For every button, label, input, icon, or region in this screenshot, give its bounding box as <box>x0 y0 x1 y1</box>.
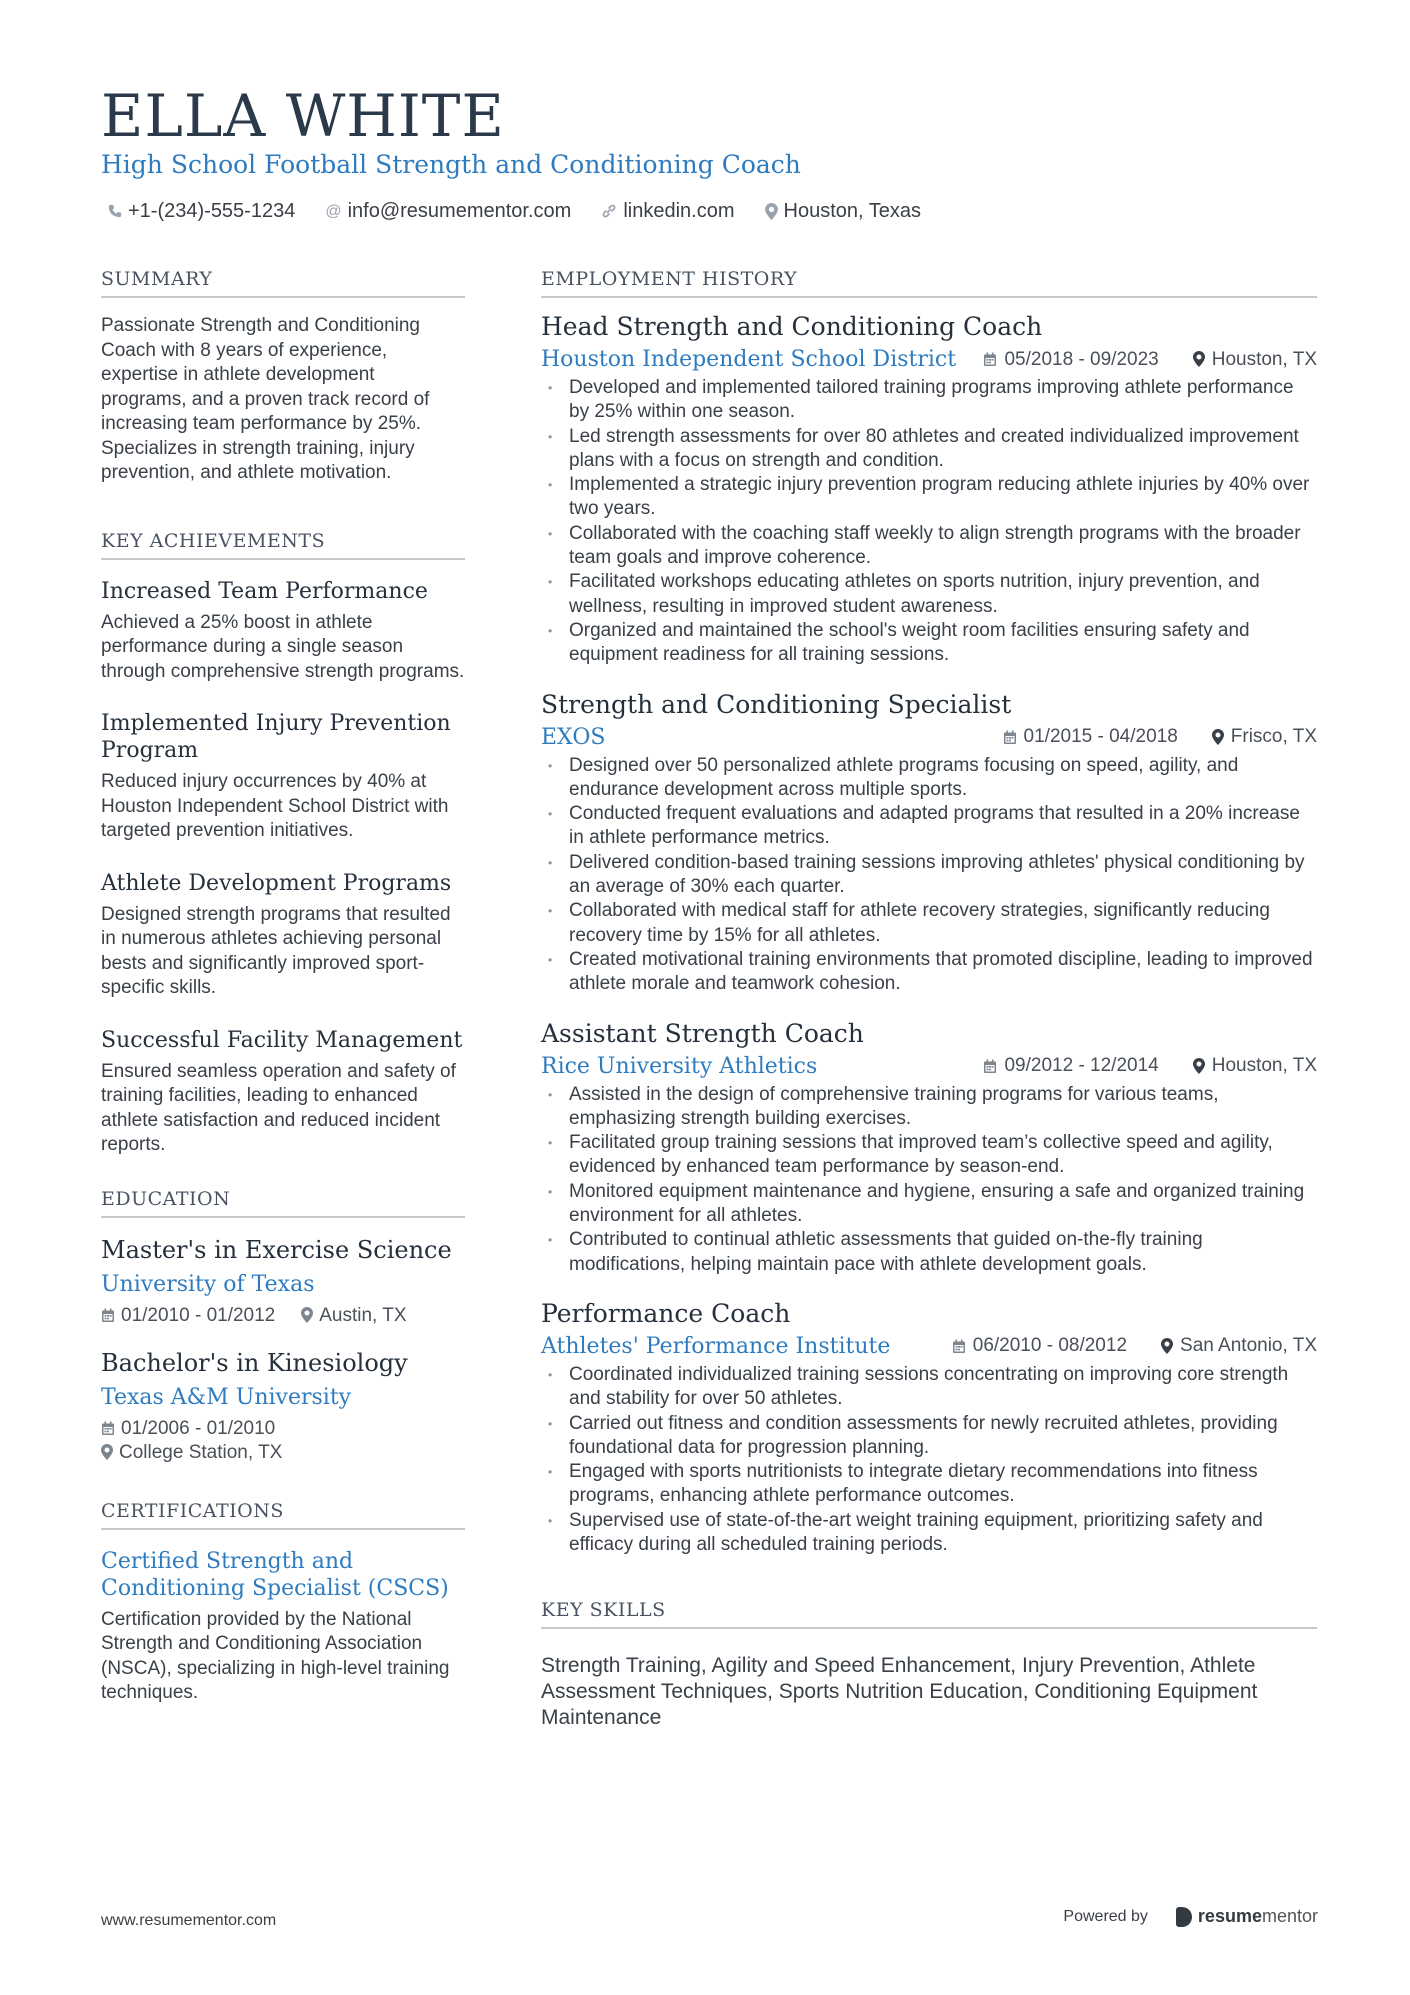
education-dates <box>101 1418 465 1440</box>
job-company: Houston Independent School District <box>541 347 957 372</box>
job-entry <box>541 1299 1317 1557</box>
job-location <box>1161 1335 1317 1357</box>
job-dates-text: 06/2010 - 08/2012 <box>972 1335 1128 1357</box>
location-pin-icon <box>1193 1055 1205 1077</box>
summary-text: Passionate Strength and Conditioning Coach with 8 years of experience, expertise in athlete development programs, and a proven track record of increasing team performance by 25%. Specializes in strength training, injury prevention, and athlete motivation. <box>101 315 430 483</box>
education-dates-text: 01/2006 - 01/2010 <box>121 1417 276 1439</box>
employment-heading: EMPLOYMENT HISTORY <box>541 268 1317 298</box>
job-meta <box>983 1055 1317 1077</box>
job-dates <box>1003 726 1178 748</box>
education-section <box>101 1188 465 1464</box>
job-company: EXOS <box>541 724 606 750</box>
certifications-section <box>101 1500 465 1706</box>
skills-text: Strength Training, Agility and Speed Enhancement, Injury Prevention, Athlete Assessment Techniques, Sports Nutrition Education, Conditioning Equipment Maintenance <box>541 1654 1258 1730</box>
achievements-heading: KEY ACHIEVEMENTS <box>101 530 465 560</box>
left-column <box>101 268 465 1706</box>
job-meta <box>952 1335 1317 1357</box>
education-location-text: Austin, TX <box>319 1304 407 1326</box>
achievement-text: Ensured seamless operation and safety of training facilities, leading to enhanced athlete satisfaction and reduced incident reports. <box>101 1060 456 1155</box>
job-bullet: • Coordinated individualized training sessions concentrating on improving core strength and stability for over 50 athletes. <box>541 1363 1317 1412</box>
contact-phone[interactable] <box>108 200 295 223</box>
job-title: Head Strength and Conditioning Coach <box>541 312 1043 341</box>
job-bullet: • Collaborated with medical staff for athlete recovery strategies, significantly reducing recovery time by 15% for all athletes. <box>541 899 1317 948</box>
job-bullets <box>541 376 1317 668</box>
calendar-icon <box>983 349 997 371</box>
contact-location <box>765 200 922 223</box>
calendar-icon <box>101 1418 115 1440</box>
achievement-title: Increased Team Performance <box>101 578 428 604</box>
job-entry <box>541 312 1317 668</box>
job-bullet: • Carried out fitness and condition assessments for newly recruited athletes, providing foundational data for progression planning. <box>541 1412 1317 1461</box>
job-bullet: • Assisted in the design of comprehensive training programs for various teams, emphasizing strength building exercises. <box>541 1083 1317 1132</box>
job-bullet: • Created motivational training environments that promoted discipline, leading to improved athlete morale and teamwork cohesion. <box>541 948 1317 997</box>
education-item <box>101 1349 465 1464</box>
job-bullets <box>541 1363 1317 1557</box>
achievement-item <box>101 578 465 685</box>
job-title: Performance Coach <box>541 1298 791 1328</box>
achievement-text: Achieved a 25% boost in athlete performance during a single season through comprehensive strength programs. <box>101 611 465 682</box>
achievement-title: Implemented Injury Prevention Program <box>101 711 451 763</box>
job-location <box>1212 726 1317 748</box>
certification-text: Certification provided by the National Strength and Conditioning Association (NSCA), specializing in high-level training techniques. <box>101 1608 450 1703</box>
education-degree: Master's in Exercise Science <box>101 1235 452 1264</box>
employment-section <box>541 268 1317 1557</box>
job-bullets <box>541 1083 1317 1277</box>
email-text: info@resumementor.com <box>347 200 572 222</box>
job-company: Rice University Athletics <box>541 1053 818 1079</box>
education-location <box>101 1442 465 1464</box>
achievements-section <box>101 530 465 1158</box>
achievement-item <box>101 1027 465 1158</box>
powered-by-label: Powered by <box>1063 1907 1148 1925</box>
right-column <box>541 268 1317 1731</box>
certification-title: Certified Strength and Conditioning Specialist (CSCS) <box>101 1548 449 1601</box>
contact-email[interactable] <box>325 200 571 223</box>
job-bullet: • Engaged with sports nutritionists to integrate dietary recommendations into fitness programs, enhancing athlete performance outcomes. <box>541 1460 1317 1509</box>
education-heading: EDUCATION <box>101 1188 465 1218</box>
job-dates-text: 05/2018 - 09/2023 <box>1004 348 1159 370</box>
candidate-role: High School Football Strength and Conditioning Coach <box>101 150 801 179</box>
achievement-title: Successful Facility Management <box>101 1027 463 1053</box>
education-meta <box>101 1305 465 1327</box>
certification-item <box>101 1548 465 1706</box>
resumementor-logo-icon <box>1176 1907 1192 1927</box>
contact-bar <box>108 200 921 223</box>
job-entry <box>541 690 1317 997</box>
job-bullet: • Monitored equipment maintenance and hygiene, ensuring a safe and organized training environment for all athletes. <box>541 1180 1317 1229</box>
job-title: Strength and Conditioning Specialist <box>541 689 1012 719</box>
location-pin-icon <box>765 203 778 220</box>
job-dates-text: 09/2012 - 12/2014 <box>1004 1055 1159 1077</box>
footer-branding <box>1063 1906 1318 1927</box>
certifications-heading: CERTIFICATIONS <box>101 1500 465 1530</box>
job-meta <box>1003 726 1317 748</box>
job-info-line <box>541 1334 1317 1359</box>
job-bullet: • Designed over 50 personalized athlete programs focusing on speed, agility, and endurance development across multiple sports. <box>541 754 1317 803</box>
job-location <box>1193 1055 1317 1077</box>
job-dates <box>983 1055 1158 1077</box>
education-dates <box>101 1305 275 1327</box>
job-info-line <box>541 1054 1317 1079</box>
location-pin-icon <box>1193 349 1205 371</box>
calendar-icon <box>983 1055 997 1077</box>
calendar-icon <box>1003 726 1017 748</box>
education-location <box>301 1305 406 1327</box>
linkedin-text: linkedin.com <box>623 200 735 222</box>
job-bullet: • Developed and implemented tailored training programs improving athlete performance by 25% within one season. <box>541 376 1317 425</box>
location-pin-icon <box>1161 1335 1173 1357</box>
candidate-name: ELLA WHITE <box>101 82 505 150</box>
location-pin-icon <box>1212 726 1224 748</box>
job-bullet: • Facilitated workshops educating athletes on sports nutrition, injury prevention, and wellness, resulting in improved student awareness. <box>541 570 1317 619</box>
education-location-text: College Station, TX <box>119 1441 283 1463</box>
footer-website[interactable]: www.resumementor.com <box>101 1912 277 1929</box>
job-bullet: • Supervised use of state-of-the-art weight training equipment, prioritizing safety and efficacy during all scheduled training periods. <box>541 1509 1317 1558</box>
job-company: Athletes' Performance Institute <box>541 1333 891 1359</box>
job-dates-text: 01/2015 - 04/2018 <box>1023 726 1178 748</box>
job-bullet: • Led strength assessments for over 80 athletes and created individualized improvement plans with a focus on strength and condition. <box>541 425 1317 474</box>
achievement-item <box>101 710 465 844</box>
calendar-icon <box>101 1305 115 1327</box>
job-location-text: Houston, TX <box>1211 1055 1317 1077</box>
education-school: Texas A&M University <box>101 1384 352 1410</box>
job-dates <box>952 1335 1127 1357</box>
phone-icon <box>108 204 122 220</box>
job-bullet: • Contributed to continual athletic assessments that guided on-the-fly training modifications, helping maintain pace with athlete development goals. <box>541 1228 1317 1277</box>
summary-heading: SUMMARY <box>101 268 465 298</box>
job-info-line <box>541 347 1317 372</box>
job-location-text: San Antonio, TX <box>1180 1335 1317 1357</box>
summary-section <box>101 268 465 486</box>
job-location-text: Frisco, TX <box>1230 726 1317 748</box>
job-bullet: • Collaborated with the coaching staff weekly to align strength programs with the broader team goals and improve coherence. <box>541 522 1317 571</box>
brand-logo[interactable] <box>1176 1906 1318 1927</box>
job-bullet: • Facilitated group training sessions that improved team’s collective speed and agility, evidenced by enhanced team performance by season-end. <box>541 1131 1317 1180</box>
skills-section <box>541 1599 1317 1731</box>
job-location <box>1193 349 1317 371</box>
job-location-text: Houston, TX <box>1211 348 1317 370</box>
achievement-item <box>101 870 465 1001</box>
job-bullet: • Delivered condition-based training sessions improving athletes' physical conditioning by an average of 30% each quarter. <box>541 851 1317 900</box>
job-dates <box>983 349 1158 371</box>
education-dates-text: 01/2010 - 01/2012 <box>121 1304 276 1326</box>
calendar-icon <box>952 1335 966 1357</box>
skills-heading: KEY SKILLS <box>541 1599 1317 1629</box>
education-degree: Bachelor's in Kinesiology <box>101 1348 408 1377</box>
job-bullets <box>541 754 1317 997</box>
at-icon: @ <box>325 202 342 220</box>
achievement-text: Reduced injury occurrences by 40% at Houston Independent School District with targeted prevention initiatives. <box>101 771 449 841</box>
achievement-title: Athlete Development Programs <box>101 870 452 896</box>
location-text: Houston, Texas <box>783 200 921 222</box>
achievement-text: Designed strength programs that resulted in numerous athletes achieving personal bests and significantly improved sport-specific skills. <box>101 903 451 998</box>
job-entry <box>541 1019 1317 1277</box>
job-bullet: • Implemented a strategic injury prevention program reducing athlete injuries by 40% over two years. <box>541 473 1317 522</box>
job-bullet: • Conducted frequent evaluations and adapted programs that resulted in a 20% increase in athlete performance metrics. <box>541 802 1317 851</box>
job-meta <box>983 349 1317 371</box>
education-school: University of Texas <box>101 1271 315 1297</box>
location-pin-icon <box>101 1442 113 1464</box>
location-pin-icon <box>301 1305 313 1327</box>
brand-name-light: mentor <box>1261 1906 1318 1926</box>
phone-text: +1-(234)-555-1234 <box>128 200 296 222</box>
brand-name-bold: resume <box>1197 1906 1262 1926</box>
job-title: Assistant Strength Coach <box>541 1018 864 1048</box>
contact-linkedin[interactable] <box>601 200 734 223</box>
job-info-line <box>541 725 1317 750</box>
education-item <box>101 1236 465 1327</box>
link-icon <box>601 203 617 219</box>
job-bullet: • Organized and maintained the school's weight room facilities ensuring safety and equipment readiness for all training sessions. <box>541 619 1317 668</box>
